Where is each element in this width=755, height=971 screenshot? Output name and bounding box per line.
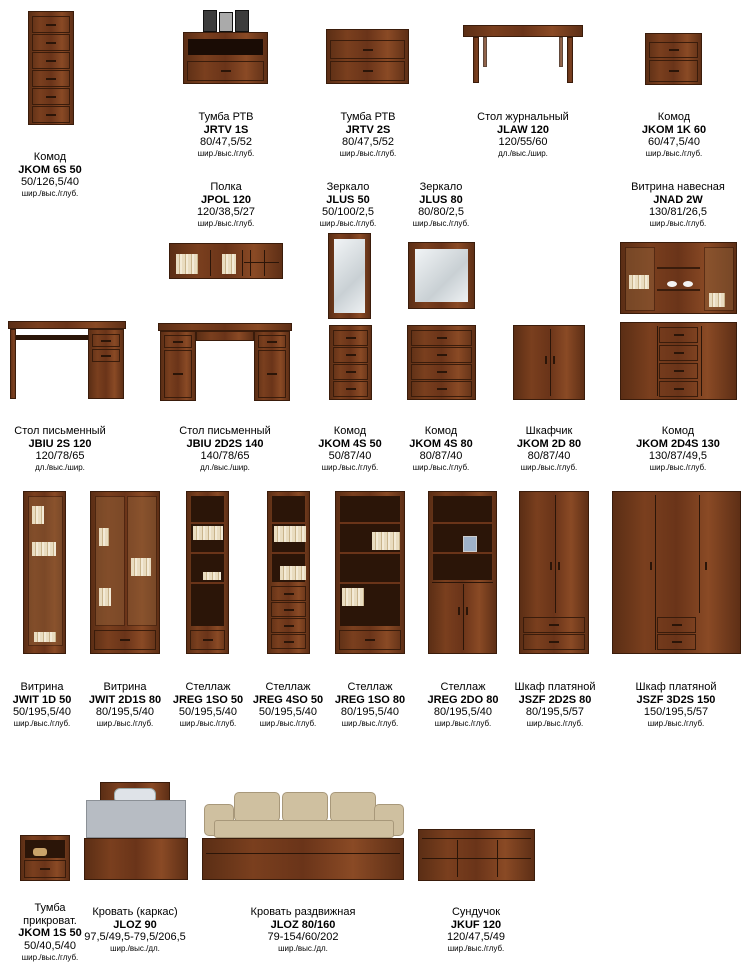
item-code: JWIT 1D 50: [12, 693, 72, 706]
item-unit: шир./выс./глуб.: [434, 718, 492, 728]
item-dims: 120/47,5/49: [446, 931, 506, 944]
item-dims: 79-154/60/202: [267, 931, 339, 944]
item-unit: шир./выс./глуб.: [341, 718, 399, 728]
jlus80-caption: [413, 181, 470, 228]
jszf2d2s80-caption: [515, 681, 596, 728]
item-code: JLUS 80: [419, 193, 463, 206]
item-name: Зеркало: [419, 181, 463, 193]
item-dims: 120/55/60: [498, 136, 548, 149]
item-name: Зеркало: [326, 181, 370, 193]
jkuf120-image: [418, 829, 535, 881]
item-name: Стеллаж: [265, 681, 311, 693]
item-dims: 80/47,5/52: [200, 136, 252, 149]
jwit2d1s80-caption: [89, 681, 161, 728]
item-code: JREG 1SO 50: [172, 693, 244, 706]
item-name: Тумба РТВ: [340, 111, 396, 123]
jkom1s50-caption: [18, 902, 82, 962]
item-name: Стол письменный: [179, 425, 271, 437]
jreg4so50-caption: [253, 681, 323, 728]
item-code: JKOM 4S 80: [409, 437, 473, 450]
item-name: Стеллаж: [185, 681, 231, 693]
item-unit: шир./выс./глуб.: [649, 462, 707, 472]
jloz90-image: [84, 782, 188, 882]
jnad2w-caption: [631, 181, 725, 228]
item-code: JKOM 4S 50: [318, 437, 382, 450]
item-code: JPOL 120: [201, 193, 251, 206]
item-dims: 150/195,5/57: [643, 706, 709, 719]
item-unit: дл./выс./шир.: [200, 462, 250, 472]
item-unit: дл./выс./шир.: [498, 148, 548, 158]
item-code: JKOM 2D 80: [516, 437, 582, 450]
item-dims: 80/195,5/40: [95, 706, 155, 719]
jbiu2s120-image: [8, 321, 126, 401]
jkom1s50-image: [20, 835, 70, 881]
jrtv2s-image: [326, 29, 409, 84]
item-code: JKOM 1S 50: [18, 927, 82, 940]
item-name: Комод: [661, 425, 695, 437]
item-unit: шир./выс./глуб.: [319, 218, 377, 228]
item-code: JNAD 2W: [653, 193, 703, 206]
jlus50-image: [328, 233, 371, 319]
jkom6s50-caption: [18, 151, 82, 198]
item-unit: шир./выс./глуб.: [197, 218, 255, 228]
item-unit: шир./выс./глуб.: [647, 718, 705, 728]
item-unit: шир./выс./глуб.: [412, 218, 470, 228]
item-name: Комод: [333, 425, 367, 437]
jkom2d4s130-image: [620, 322, 737, 400]
item-code: JKOM 2D4S 130: [636, 437, 720, 450]
item-unit: шир./выс./глуб.: [21, 188, 79, 198]
item-code: JKUF 120: [450, 918, 502, 931]
item-code: JREG 1SO 80: [334, 693, 406, 706]
item-unit: шир./выс./глуб.: [179, 718, 237, 728]
item-code: JSZF 2D2S 80: [518, 693, 592, 706]
jkom2d80-caption: [517, 425, 581, 472]
item-name: Комод: [424, 425, 458, 437]
item-dims: 120/38,5/27: [196, 206, 256, 219]
jszf3d2s150-caption: [636, 681, 717, 728]
item-dims: 120/78/65: [35, 450, 85, 463]
item-code: JRTV 1S: [203, 123, 249, 136]
jlus80-image: [408, 242, 475, 309]
jpol120-caption: [197, 181, 255, 228]
jreg1so80-caption: [335, 681, 405, 728]
item-unit: шир./выс./глуб.: [645, 148, 703, 158]
item-dims: 50/100/2,5: [322, 206, 374, 219]
item-code: JREG 2DO 80: [427, 693, 499, 706]
jbiu2d2s140-caption: [179, 425, 270, 472]
item-name: Стеллаж: [440, 681, 486, 693]
item-name: Шкаф платяной: [514, 681, 596, 693]
item-unit: шир./выс./глуб.: [259, 718, 317, 728]
item-unit: дл./выс./шир.: [35, 462, 85, 472]
item-name: Витрина навесная: [631, 181, 725, 193]
item-dims: 60/47,5/40: [647, 136, 700, 149]
jreg1so50-image: [186, 491, 229, 654]
item-code: JREG 4SO 50: [252, 693, 324, 706]
item-code: JBIU 2D2S 140: [186, 437, 264, 450]
jlaw120-caption: [477, 111, 569, 158]
jkom2d4s130-caption: [636, 425, 720, 472]
jrtv2s-caption: [340, 111, 397, 158]
item-name: Стеллаж: [347, 681, 393, 693]
jkom4s80-caption: [409, 425, 473, 472]
item-name: Сундучок: [451, 906, 501, 918]
jrtv1s-caption: [198, 111, 255, 158]
item-unit: шир./выс./глуб.: [526, 718, 584, 728]
item-name: Стол письменный: [14, 425, 106, 437]
item-dims: 130/81/26,5: [648, 206, 708, 219]
jlus50-caption: [320, 181, 377, 228]
jbiu2d2s140-image: [158, 323, 292, 401]
item-unit: шир./выс./глуб.: [13, 718, 71, 728]
jloz80160-image: [200, 790, 406, 882]
item-dims: 80/80/2,5: [418, 206, 464, 219]
jreg1so50-caption: [173, 681, 243, 728]
item-unit: шир./выс./дл.: [278, 943, 328, 953]
jlaw120-image: [463, 25, 583, 85]
item-name: Витрина: [103, 681, 147, 693]
jreg4so50-image: [267, 491, 310, 654]
jszf2d2s80-image: [519, 491, 589, 654]
item-unit: шир./выс./глуб.: [520, 462, 578, 472]
item-unit: шир./выс./глуб.: [412, 462, 470, 472]
item-dims: 80/47,5/52: [342, 136, 394, 149]
item-code: JLOZ 90: [113, 918, 157, 931]
item-code: JKOM 6S 50: [18, 163, 82, 176]
item-code: JLAW 120: [497, 123, 549, 136]
item-dims: 50/195,5/40: [258, 706, 318, 719]
item-unit: шир./выс./глуб.: [197, 148, 255, 158]
item-code: JBIU 2S 120: [28, 437, 92, 450]
item-name: Шкаф платяной: [635, 681, 717, 693]
jbiu2s120-caption: [14, 425, 105, 472]
jkom1k60-caption: [642, 111, 706, 158]
item-dims: 80/195,5/40: [340, 706, 400, 719]
item-unit: шир./выс./глуб.: [649, 218, 707, 228]
item-name: Полка: [210, 181, 242, 193]
item-name: Тумба РТВ: [198, 111, 254, 123]
jreg2do80-caption: [428, 681, 499, 728]
item-dims: 50/126,5/40: [20, 176, 80, 189]
item-unit: шир./выс./дл.: [110, 943, 160, 953]
item-dims: 80/195,5/57: [525, 706, 585, 719]
item-code: JLUS 50: [326, 193, 370, 206]
item-code: JWIT 2D1S 80: [88, 693, 162, 706]
item-dims: 50/40,5/40: [24, 939, 76, 952]
jnad2w-image: [620, 242, 737, 314]
item-dims: 80/87/40: [527, 450, 571, 463]
jkom4s80-image: [407, 325, 476, 400]
item-name: Комод: [657, 111, 691, 123]
jwit1d50-image: [23, 491, 66, 654]
jrtv1s-image: [183, 10, 268, 85]
jszf3d2s150-image: [612, 491, 741, 654]
jkom2d80-image: [513, 325, 585, 400]
item-unit: шир./выс./глуб.: [96, 718, 154, 728]
jreg2do80-image: [428, 491, 497, 654]
item-name: Витрина: [20, 681, 64, 693]
item-name: Кровать раздвижная: [250, 906, 356, 918]
jpol120-image: [169, 243, 283, 279]
item-name: Стол журнальный: [477, 111, 569, 123]
item-dims: 80/87/40: [419, 450, 463, 463]
item-unit: шир./выс./глуб.: [339, 148, 397, 158]
jwit1d50-caption: [13, 681, 72, 728]
item-code: JLOZ 80/160: [270, 918, 336, 931]
item-dims: 97,5/49,5-79,5/206,5: [84, 931, 186, 944]
jloz90-caption: [84, 906, 186, 953]
item-code: JKOM 1K 60: [641, 123, 707, 136]
jkuf120-caption: [447, 906, 505, 953]
item-dims: 50/195,5/40: [12, 706, 72, 719]
jreg1so80-image: [335, 491, 405, 654]
jkom4s50-caption: [318, 425, 382, 472]
item-name: Тумба прикроват.: [23, 902, 77, 927]
item-name: Шкафчик: [525, 425, 573, 437]
item-code: JSZF 3D2S 150: [636, 693, 716, 706]
item-unit: шир./выс./глуб.: [21, 952, 79, 962]
item-dims: 130/87/49,5: [648, 450, 708, 463]
jkom1k60-image: [645, 33, 702, 85]
item-dims: 80/195,5/40: [433, 706, 493, 719]
item-unit: шир./выс./глуб.: [447, 943, 505, 953]
jkom4s50-image: [329, 325, 372, 400]
jloz80160-caption: [251, 906, 356, 953]
jkom6s50-image: [28, 11, 74, 125]
item-dims: 50/87/40: [328, 450, 372, 463]
item-dims: 50/195,5/40: [178, 706, 238, 719]
item-code: JRTV 2S: [345, 123, 391, 136]
item-unit: шир./выс./глуб.: [321, 462, 379, 472]
item-name: Кровать (каркас): [92, 906, 178, 918]
item-dims: 140/78/65: [200, 450, 250, 463]
item-name: Комод: [33, 151, 67, 163]
jwit2d1s80-image: [90, 491, 160, 654]
